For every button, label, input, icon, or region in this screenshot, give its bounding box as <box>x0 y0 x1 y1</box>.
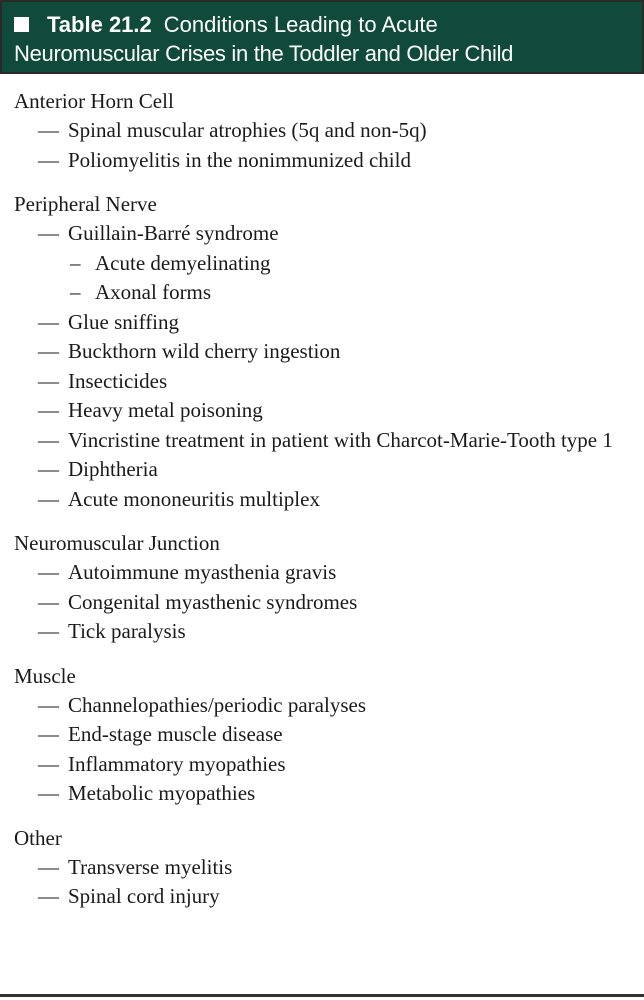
em-dash-bullet-icon: — <box>38 221 59 245</box>
section-heading: Muscle <box>14 663 76 688</box>
list-item-text: Spinal cord injury <box>68 884 220 908</box>
em-dash-bullet-icon: — <box>38 339 59 363</box>
list-item <box>0 720 644 750</box>
square-bullet-icon <box>14 17 29 32</box>
section <box>0 189 644 514</box>
table-body <box>0 86 644 926</box>
list-item-text: Buckthorn wild cherry ingestion <box>68 339 341 363</box>
em-dash-bullet-icon: — <box>38 692 59 717</box>
list-item <box>0 367 644 397</box>
em-dash-bullet-icon: — <box>38 722 59 746</box>
list-item-text: Poliomyelitis in the nonimmunized child <box>68 147 411 172</box>
em-dash-bullet-icon: — <box>38 751 59 776</box>
em-dash-bullet-icon: — <box>38 427 59 452</box>
en-dash-bullet-icon: – <box>70 250 81 275</box>
list-item <box>0 750 644 780</box>
table-number: Table 21.2 <box>47 12 152 37</box>
section <box>0 823 644 912</box>
list-item <box>0 396 644 426</box>
section-heading: Peripheral Nerve <box>14 192 157 216</box>
list-item-text: Heavy metal poisoning <box>68 398 263 422</box>
list-item-text: Inflammatory myopathies <box>68 751 286 776</box>
list-item <box>0 558 644 588</box>
em-dash-bullet-icon: — <box>38 118 59 142</box>
list-item-text: Congenital myasthenic syndromes <box>68 589 358 614</box>
em-dash-bullet-icon: — <box>38 619 59 643</box>
sub-list-item-text: Acute demyelinating <box>95 250 271 275</box>
em-dash-bullet-icon: — <box>38 368 59 393</box>
section-heading: Other <box>14 825 62 850</box>
section-heading: Neuromuscular Junction <box>14 531 220 555</box>
list-item <box>0 779 644 809</box>
em-dash-bullet-icon: — <box>38 854 59 879</box>
sub-list-item <box>0 249 644 279</box>
list-item <box>0 853 644 883</box>
list-item-text: Transverse myelitis <box>68 854 233 879</box>
list-item <box>0 116 644 146</box>
list-item-text: Glue sniffing <box>68 309 180 334</box>
list-item <box>0 588 644 618</box>
sub-list-item <box>0 278 644 308</box>
section <box>0 528 644 647</box>
list-item-text: End-stage muscle disease <box>68 722 283 746</box>
em-dash-bullet-icon: — <box>38 486 59 511</box>
section <box>0 86 644 175</box>
bottom-rule <box>0 994 644 997</box>
em-dash-bullet-icon: — <box>38 884 59 908</box>
sub-list-item-text: Axonal forms <box>95 280 212 304</box>
list-item <box>0 426 644 456</box>
list-item <box>0 617 644 647</box>
em-dash-bullet-icon: — <box>38 309 59 334</box>
list-item <box>0 146 644 176</box>
em-dash-bullet-icon: — <box>38 781 59 805</box>
section-heading: Anterior Horn Cell <box>14 89 174 113</box>
list-item-text: Autoimmune myasthenia gravis <box>68 560 337 584</box>
list-item-text: Metabolic myopathies <box>68 781 256 805</box>
list-item-text: Guillain-Barré syndrome <box>68 221 279 245</box>
table-title-line-2: Neuromuscular Crises in the Toddler and Older Child <box>14 41 514 66</box>
list-item-text: Diphtheria <box>68 457 158 481</box>
em-dash-bullet-icon: — <box>38 457 59 481</box>
list-item-text: Spinal muscular atrophies (5q and non-5q) <box>68 118 427 142</box>
list-item-text: Insecticides <box>68 368 168 393</box>
list-item <box>0 485 644 515</box>
table-title: Conditions Leading to Acute <box>163 12 438 37</box>
list-item-text: Channelopathies/periodic paralyses <box>68 692 366 717</box>
list-item-text: Acute mononeuritis multiplex <box>68 486 320 511</box>
list-item-text: Tick paralysis <box>68 619 186 643</box>
list-item <box>0 219 644 249</box>
list-item <box>0 337 644 367</box>
em-dash-bullet-icon: — <box>38 589 59 614</box>
section <box>0 661 644 809</box>
en-dash-bullet-icon: – <box>70 280 81 304</box>
list-item <box>0 691 644 721</box>
list-item <box>0 455 644 485</box>
em-dash-bullet-icon: — <box>38 147 59 172</box>
em-dash-bullet-icon: — <box>38 398 59 422</box>
table-header <box>0 0 644 74</box>
list-item-text: Vincristine treatment in patient with Charcot-Marie-Tooth type 1 <box>68 427 613 452</box>
em-dash-bullet-icon: — <box>38 560 59 584</box>
table-title-line-1 <box>14 12 438 38</box>
list-item <box>0 308 644 338</box>
list-item <box>0 882 644 912</box>
